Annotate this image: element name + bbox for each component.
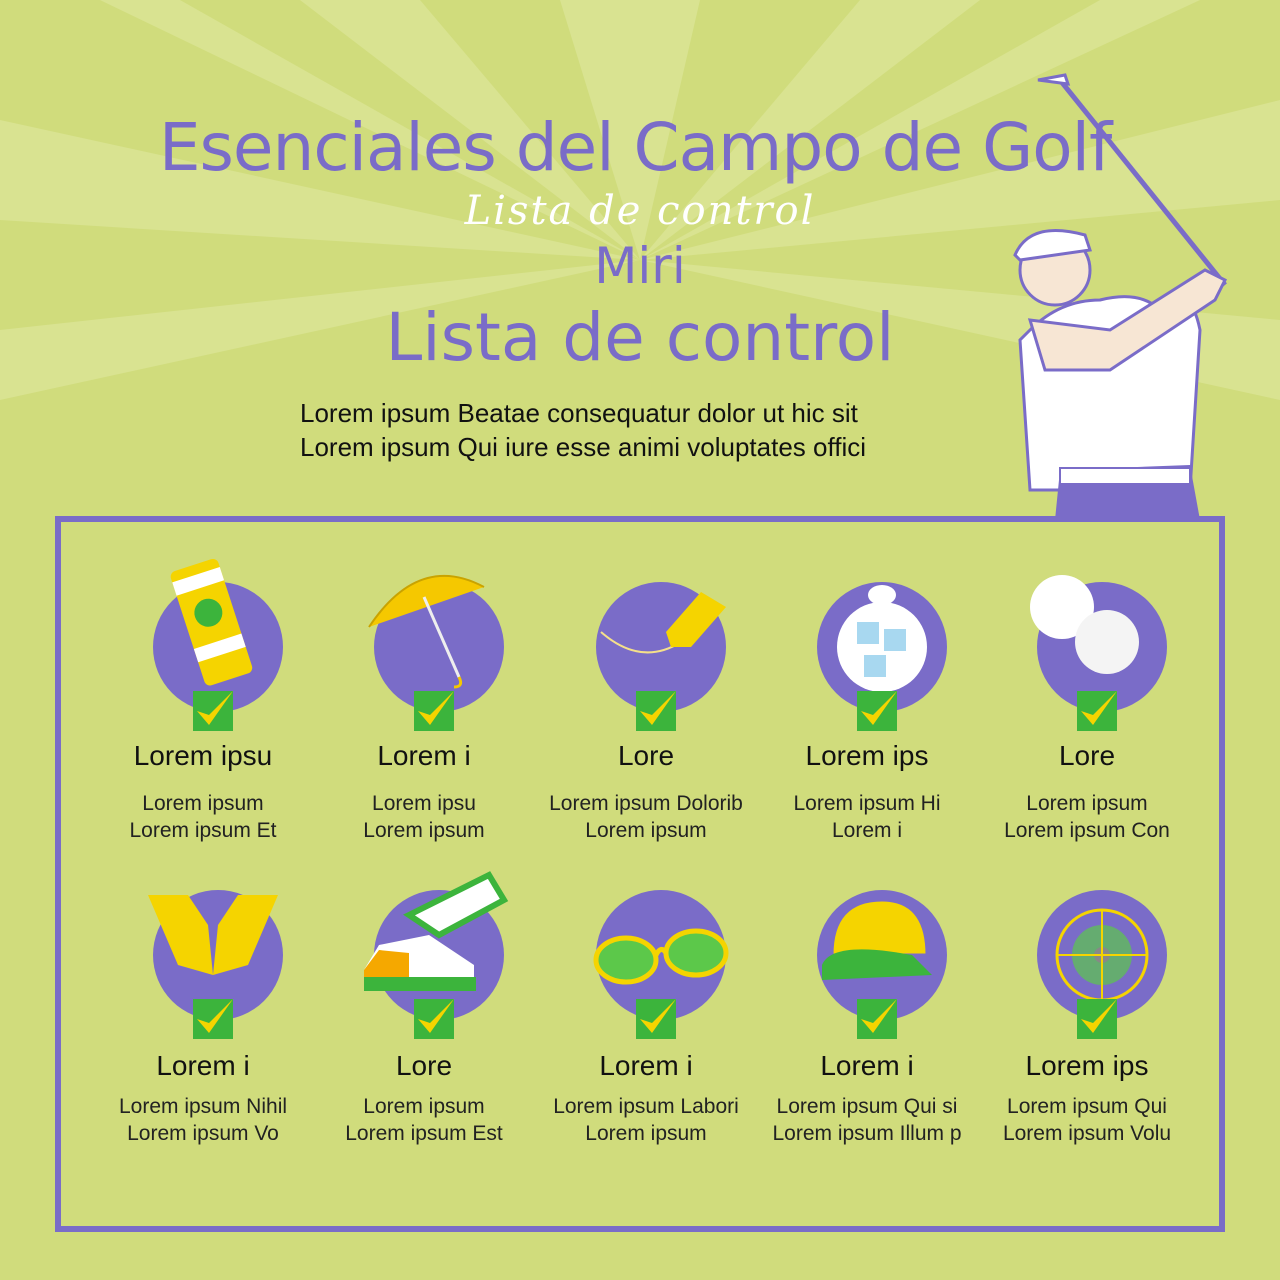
tag-icon <box>581 547 731 707</box>
fan-icon-art <box>1022 855 1172 1005</box>
item-title: Lore <box>1058 740 1116 771</box>
checkbox-checked[interactable] <box>636 691 676 731</box>
checkbox-checked[interactable] <box>636 999 676 1039</box>
item-description-line: Lorem ipsum <box>1026 792 1148 815</box>
sunscreen-icon <box>138 547 288 707</box>
checkbox-checked[interactable] <box>414 999 454 1039</box>
gloves-icon-art <box>138 855 288 1005</box>
item-title: Lorem ipsu <box>133 740 273 771</box>
ice-bag-icon <box>802 547 952 707</box>
item-description-line: Lorem ipsum Hi <box>793 792 941 815</box>
item-description-line: Lorem ipsum <box>585 1122 707 1145</box>
checkbox-checked[interactable] <box>1077 999 1117 1039</box>
description <box>300 396 960 464</box>
sunglasses-icon-art <box>581 855 731 1005</box>
item-description-line: Lorem ipsum Est <box>345 1122 503 1145</box>
checkmark-icon <box>636 691 676 731</box>
description-line: Lorem ipsum Beatae consequatur dolor ut hic sit <box>300 398 858 428</box>
item-description-line: Lorem ipsu <box>372 792 476 815</box>
item-title: Lore <box>395 1050 453 1081</box>
item-title: Lorem i <box>599 1050 693 1081</box>
item-title: Lore <box>617 740 675 771</box>
golf-balls-icon <box>1022 547 1172 707</box>
sunglasses-icon <box>581 855 731 1015</box>
checkmark-icon <box>414 691 454 731</box>
checkmark-icon <box>857 691 897 731</box>
item-description-line: Lorem ipsum Volu <box>1002 1122 1172 1145</box>
checkmark-icon <box>1077 691 1117 731</box>
subtitle: Lista de control <box>385 299 895 376</box>
item-description-line: Lorem i <box>831 819 903 842</box>
checkbox-checked[interactable] <box>414 691 454 731</box>
checkmark-icon <box>636 999 676 1039</box>
item-description-line: Lorem ipsum <box>585 819 707 842</box>
item-title: Lorem i <box>820 1050 914 1081</box>
fan-icon <box>1022 855 1172 1015</box>
checkbox-checked[interactable] <box>1077 691 1117 731</box>
checkbox-checked[interactable] <box>193 691 233 731</box>
checkbox-checked[interactable] <box>857 999 897 1039</box>
checkbox-checked[interactable] <box>857 691 897 731</box>
sunscreen-icon-art <box>138 547 288 697</box>
item-description-line: Lorem ipsum <box>363 819 485 842</box>
tag-icon-art <box>581 547 731 697</box>
item-description-line: Lorem ipsum Et <box>129 819 277 842</box>
page-title: Esenciales del Campo de Golf <box>158 109 1112 186</box>
checkmark-icon <box>193 691 233 731</box>
name-text: Miri <box>594 237 686 295</box>
checkbox-checked[interactable] <box>193 999 233 1039</box>
cap-icon <box>802 855 952 1015</box>
item-description-line: Lorem ipsum Labori <box>553 1095 739 1118</box>
umbrella-icon <box>359 547 509 707</box>
cap-icon-art <box>802 855 952 1005</box>
checkmark-icon <box>193 999 233 1039</box>
golf-balls-icon-art <box>1022 547 1172 697</box>
item-title: Lorem ips <box>805 740 929 771</box>
gloves-icon <box>138 855 288 1015</box>
checkmark-icon <box>414 999 454 1039</box>
description-line: Lorem ipsum Qui iure esse animi voluptates offici <box>300 432 866 462</box>
checkmark-icon <box>857 999 897 1039</box>
golf-shoes-icon <box>359 855 509 1015</box>
item-description-line: Lorem ipsum Illum p <box>772 1122 962 1145</box>
item-description-line: Lorem ipsum <box>363 1095 485 1118</box>
item-title: Lorem ips <box>1025 1050 1149 1081</box>
item-description-line: Lorem ipsum Qui si <box>776 1095 958 1118</box>
checkmark-icon <box>1077 999 1117 1039</box>
ice-bag-icon-art <box>802 547 952 697</box>
item-description-line: Lorem ipsum Dolorib <box>549 792 743 815</box>
item-title: Lorem i <box>377 740 471 771</box>
umbrella-icon-art <box>359 547 509 697</box>
golf-shoes-icon-art <box>359 855 509 1005</box>
item-description-line: Lorem ipsum Vo <box>127 1122 279 1145</box>
item-title: Lorem i <box>156 1050 250 1081</box>
item-description-line: Lorem ipsum Con <box>1004 819 1170 842</box>
golfer-illustration <box>990 70 1260 520</box>
item-description-line: Lorem ipsum Nihil <box>118 1095 288 1118</box>
item-description-line: Lorem ipsum Qui <box>1007 1095 1167 1118</box>
script-subtitle: Lista de control <box>464 188 816 234</box>
item-description-line: Lorem ipsum <box>142 792 264 815</box>
